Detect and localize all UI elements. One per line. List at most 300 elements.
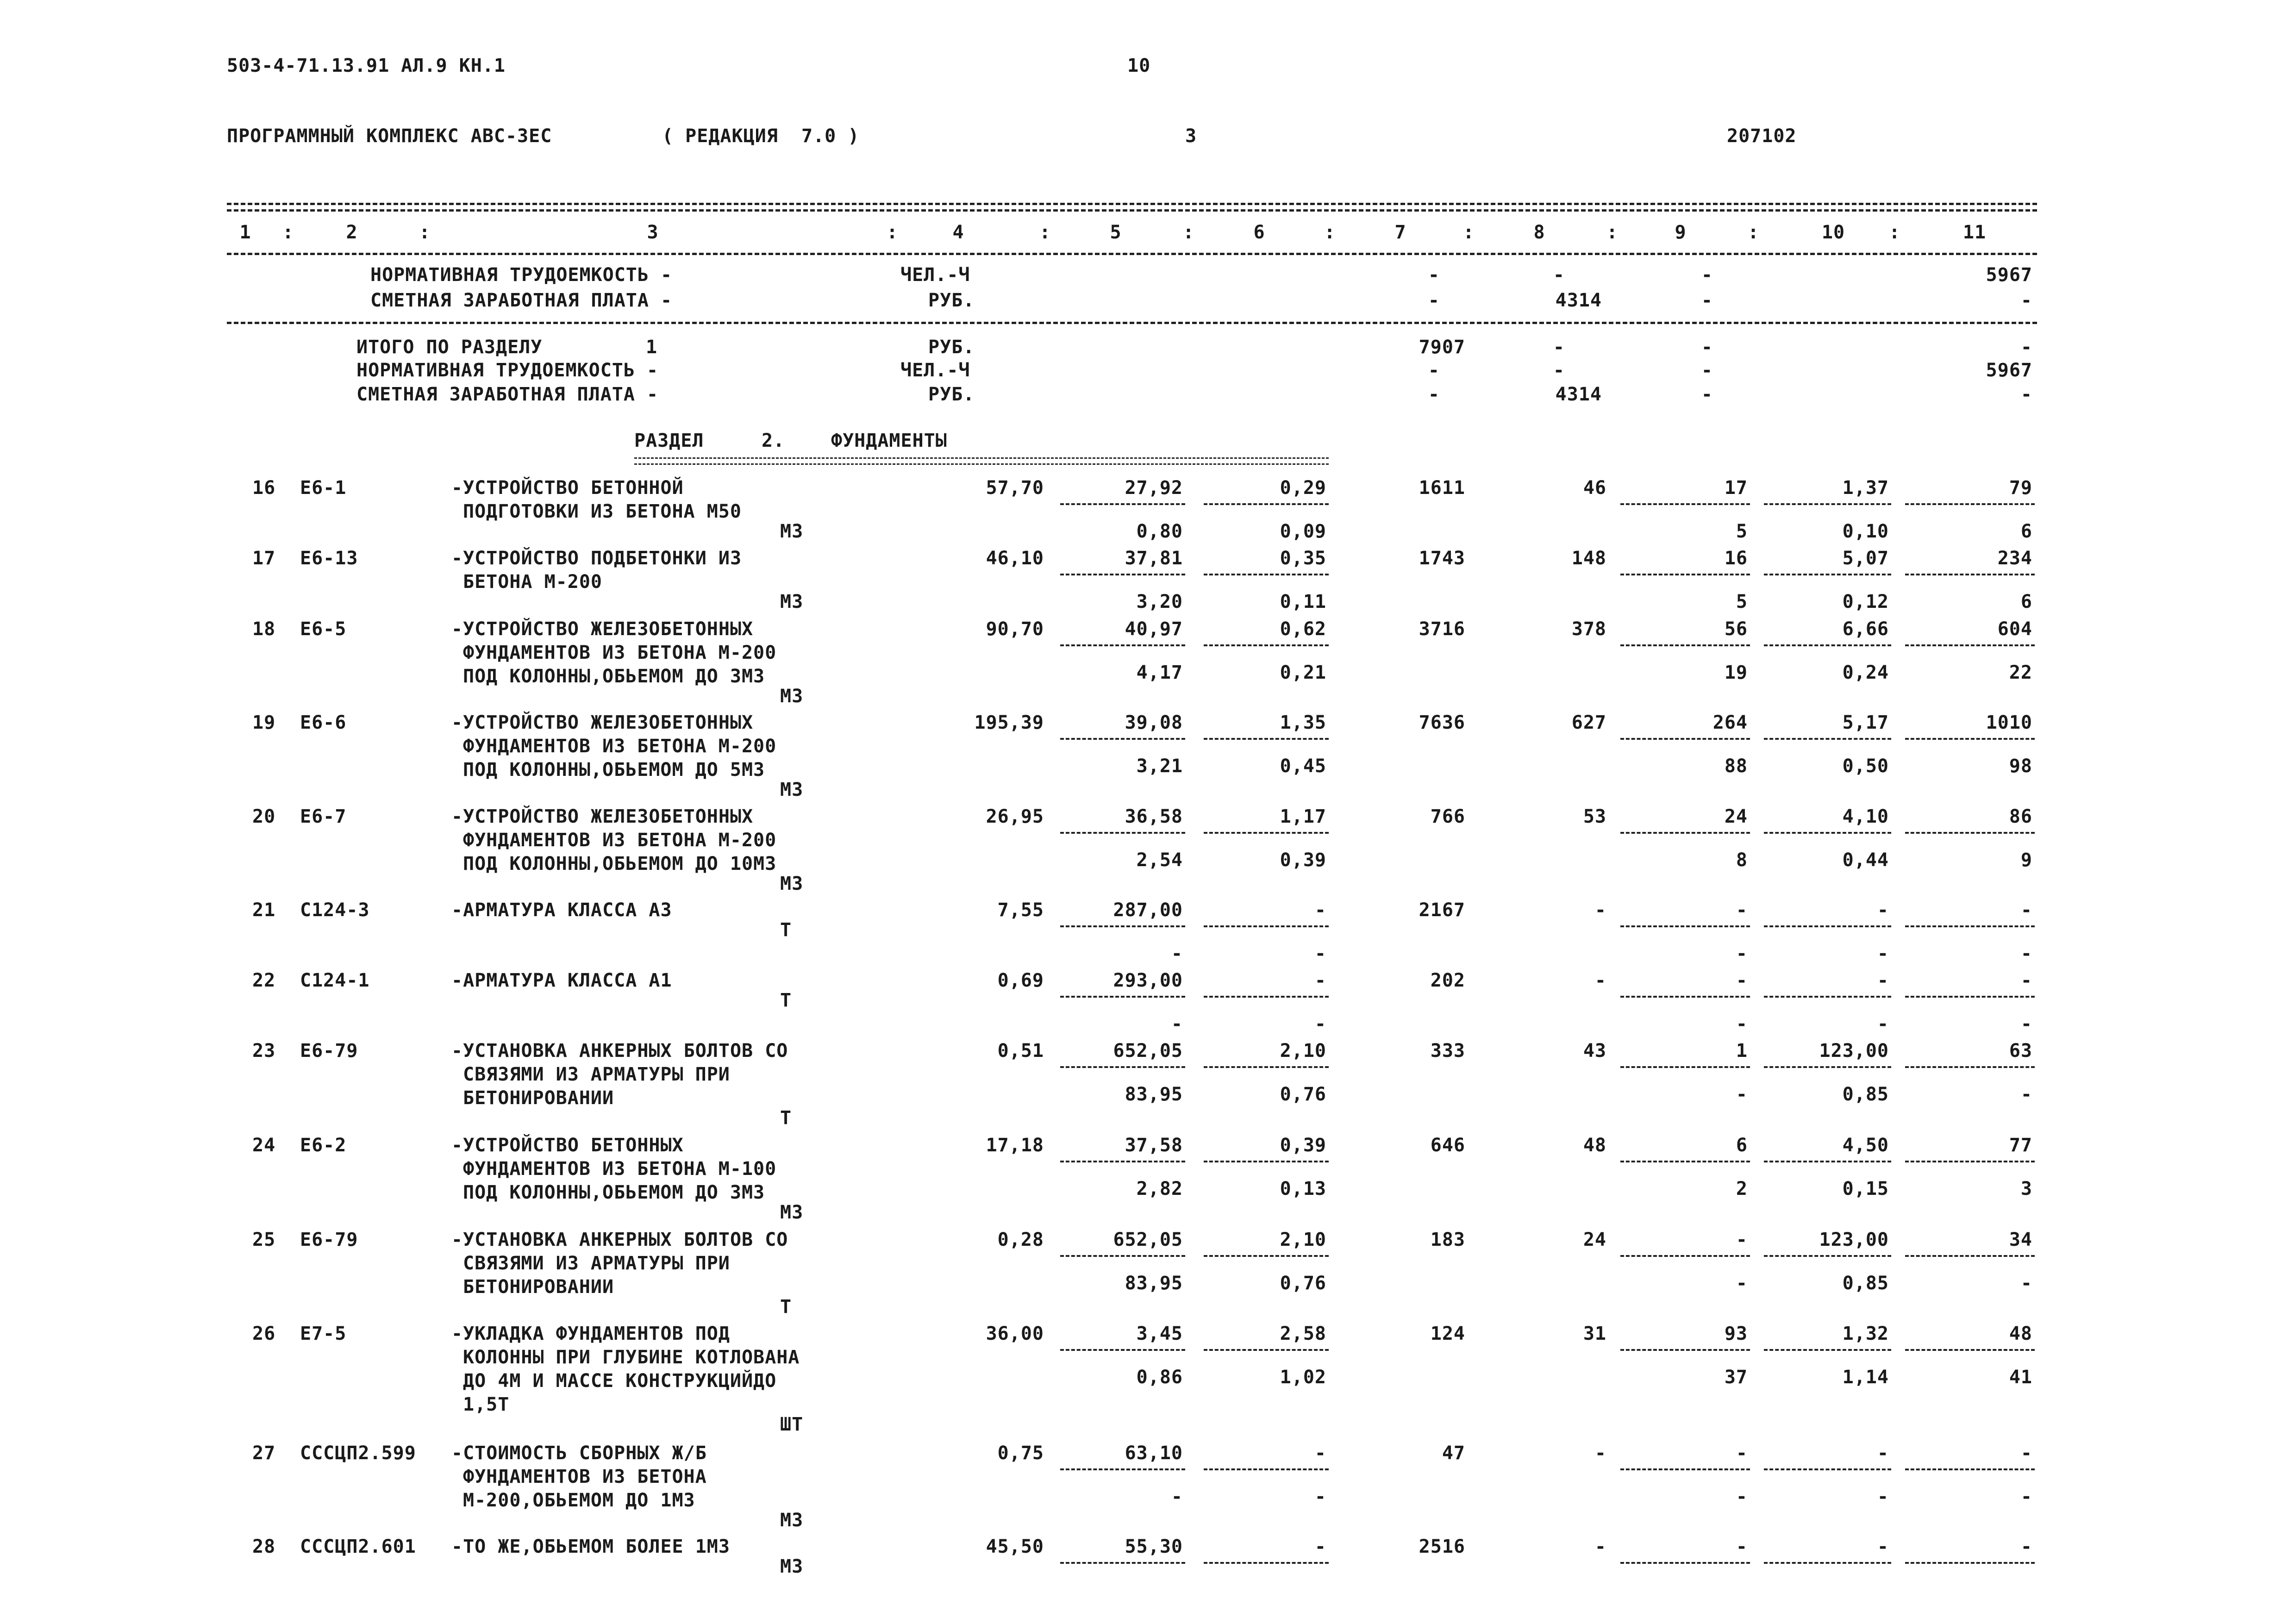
row-cell-c11: - bbox=[2020, 970, 2032, 991]
row-cell-c8: 53 bbox=[1583, 806, 1606, 827]
row-cell-c4: 0,51 bbox=[997, 1040, 1044, 1062]
row-description: ПОД КОЛОННЫ,ОБЬЕМОМ ДО 3М3 bbox=[463, 666, 765, 687]
row-cell-c7: 2167 bbox=[1419, 899, 1465, 921]
row-cell-c11: 34 bbox=[2009, 1229, 2032, 1250]
cell-divider bbox=[1764, 1255, 1891, 1257]
row-cell-c6: - bbox=[1314, 899, 1326, 921]
row-description: ДО 4М И МАССЕ КОНСТРУКЦИЙДО bbox=[463, 1370, 777, 1392]
page-number: 10 bbox=[1127, 55, 1151, 76]
cell-divider bbox=[1204, 503, 1329, 505]
row-cell-c9b: 8 bbox=[1736, 849, 1748, 871]
row-code: Е6-2 bbox=[300, 1135, 347, 1156]
row-cell-c6: 0,62 bbox=[1280, 618, 1326, 640]
row-cell-c9: 1 bbox=[1736, 1040, 1748, 1062]
row-code: Е6-5 bbox=[300, 618, 347, 640]
cell-divider bbox=[1060, 1066, 1185, 1068]
row-cell-c8: 378 bbox=[1571, 618, 1606, 640]
row-cell-c6: 0,39 bbox=[1280, 1135, 1326, 1156]
row-cell-c11b: 41 bbox=[2009, 1367, 2032, 1388]
row-cell-c9: 264 bbox=[1712, 712, 1748, 733]
row-description: БЕТОНА М-200 bbox=[463, 571, 602, 593]
row-description: -УСТРОЙСТВО ЖЕЛЕЗОБЕТОННЫХ bbox=[451, 618, 754, 640]
cell-divider bbox=[1764, 1562, 1891, 1564]
row-cell-c6b: 0,11 bbox=[1280, 591, 1326, 612]
cell-divider bbox=[1620, 996, 1750, 998]
row-cell-c10: 4,10 bbox=[1842, 806, 1889, 827]
row-cell-c5: 37,58 bbox=[1125, 1135, 1183, 1156]
row-cell-c4: 57,70 bbox=[986, 477, 1044, 499]
row-cell-c11: - bbox=[2020, 1536, 2032, 1557]
row-cell-c7: 7636 bbox=[1419, 712, 1465, 733]
row-description: ПОД КОЛОННЫ,ОБЬЕМОМ ДО 5М3 bbox=[463, 759, 765, 781]
row-cell-c5b: - bbox=[1171, 943, 1183, 964]
row-cell-c9: 24 bbox=[1724, 806, 1748, 827]
doc-code: 503-4-71.13.91 АЛ.9 КН.1 bbox=[227, 55, 506, 76]
row-cell-c5b: - bbox=[1171, 1486, 1183, 1507]
row-unit: М3 bbox=[780, 591, 804, 612]
cell-divider bbox=[1905, 1468, 2035, 1470]
col-header: 1 bbox=[239, 222, 251, 243]
cell-divider bbox=[1060, 574, 1185, 575]
cell-divider bbox=[1764, 644, 1891, 646]
row-cell-c6: 0,35 bbox=[1280, 548, 1326, 569]
cell-divider bbox=[1060, 738, 1185, 740]
row-cell-c7: 2516 bbox=[1419, 1536, 1465, 1557]
row-cell-c10: 1,37 bbox=[1842, 477, 1889, 499]
cell-divider bbox=[1060, 832, 1185, 834]
row-cell-c10: 123,00 bbox=[1819, 1040, 1889, 1062]
section-total-label: ИТОГО ПО РАЗДЕЛУ bbox=[356, 337, 543, 358]
row-cell-c8: 46 bbox=[1583, 477, 1606, 499]
cell-divider bbox=[1764, 996, 1891, 998]
row-cell-c4: 0,69 bbox=[997, 970, 1044, 991]
row-cell-c5b: 3,21 bbox=[1136, 756, 1183, 777]
row-code: Е6-79 bbox=[300, 1229, 358, 1250]
row-cell-c6: - bbox=[1314, 1443, 1326, 1464]
cell-divider bbox=[1204, 1066, 1329, 1068]
row-description: -УСТРОЙСТВО ЖЕЛЕЗОБЕТОННЫХ bbox=[451, 806, 754, 827]
row-cell-c4: 26,95 bbox=[986, 806, 1044, 827]
row-code: Е6-6 bbox=[300, 712, 347, 733]
cell-divider bbox=[1905, 925, 2035, 927]
row-cell-c11: - bbox=[2020, 899, 2032, 921]
table-top-rule-2 bbox=[227, 209, 2037, 212]
row-number: 23 bbox=[252, 1040, 276, 1062]
row-cell-c11: 63 bbox=[2009, 1040, 2032, 1062]
row-cell-c10: 5,07 bbox=[1842, 548, 1889, 569]
row-cell-c7: 766 bbox=[1430, 806, 1465, 827]
row-cell-c10b: 1,14 bbox=[1842, 1367, 1889, 1388]
row-cell-c6b: 0,13 bbox=[1280, 1178, 1326, 1199]
row-description: БЕТОНИРОВАНИИ bbox=[463, 1087, 614, 1109]
row-cell-c10b: 0,24 bbox=[1842, 662, 1889, 683]
row-cell-c5: 55,30 bbox=[1125, 1536, 1183, 1557]
row-cell-c7: 3716 bbox=[1419, 618, 1465, 640]
row-cell-c8: 24 bbox=[1583, 1229, 1606, 1250]
row-cell-c10: 1,32 bbox=[1842, 1323, 1889, 1344]
cell-divider bbox=[1204, 1349, 1329, 1351]
row-cell-c5: 3,45 bbox=[1136, 1323, 1183, 1344]
row-cell-c11: 77 bbox=[2009, 1135, 2032, 1156]
cell-divider bbox=[1620, 1468, 1750, 1470]
row-number: 25 bbox=[252, 1229, 276, 1250]
row-cell-c10b: 0,85 bbox=[1842, 1084, 1889, 1105]
row-description: -СТОИМОСТЬ СБОРНЫХ Ж/Б bbox=[451, 1443, 707, 1464]
row-cell-c11: 86 bbox=[2009, 806, 2032, 827]
row-cell-c9: 17 bbox=[1724, 477, 1748, 499]
row-cell-c4: 46,10 bbox=[986, 548, 1044, 569]
row-description: КОЛОННЫ ПРИ ГЛУБИНЕ КОТЛОВАНА bbox=[463, 1347, 800, 1368]
row-cell-c9b: - bbox=[1736, 1013, 1748, 1035]
cell-divider bbox=[1204, 574, 1329, 575]
row-unit: Т bbox=[780, 1107, 792, 1129]
col-header: 9 bbox=[1675, 222, 1687, 243]
row-cell-c6: 2,10 bbox=[1280, 1229, 1326, 1250]
row-cell-c11: 48 bbox=[2009, 1323, 2032, 1344]
row-cell-c9: - bbox=[1736, 970, 1748, 991]
cell-divider bbox=[1905, 574, 2035, 575]
summary-unit: РУБ. bbox=[928, 290, 975, 311]
row-cell-c6: - bbox=[1314, 1536, 1326, 1557]
row-cell-c5b: 83,95 bbox=[1125, 1084, 1183, 1105]
row-cell-c9: - bbox=[1736, 899, 1748, 921]
cell-divider bbox=[1905, 1349, 2035, 1351]
row-cell-c5b: 3,20 bbox=[1136, 591, 1183, 612]
cell-divider bbox=[1764, 738, 1891, 740]
doc-number: 207102 bbox=[1727, 125, 1797, 147]
cell-divider bbox=[1060, 996, 1185, 998]
row-cell-c8: - bbox=[1594, 1443, 1606, 1464]
row-description: М-200,ОБЬЕМОМ ДО 1М3 bbox=[463, 1490, 695, 1511]
row-code: Е6-1 bbox=[300, 477, 347, 499]
cell-divider bbox=[1764, 1161, 1891, 1162]
row-cell-c11b: 3 bbox=[2020, 1178, 2032, 1199]
row-code: С124-1 bbox=[300, 970, 370, 991]
row-code: Е6-79 bbox=[300, 1040, 358, 1062]
row-cell-c6b: - bbox=[1314, 1486, 1326, 1507]
row-cell-c7: 124 bbox=[1430, 1323, 1465, 1344]
row-cell-c8: - bbox=[1594, 1536, 1606, 1557]
row-cell-c10b: - bbox=[1877, 1013, 1889, 1035]
row-cell-c9: 6 bbox=[1736, 1135, 1748, 1156]
document-page: 503-4-71.13.91 АЛ.9 КН.1 10 ПРОГРАММНЫЙ КОМПЛЕКС АВС-3ЕС ( РЕДАКЦИЯ 7.0 ) 3 207102 1 : 2 : 3 : 4 : 5 : 6 : 7 : 8 : 9 : 10 : 11 НОРМАТИВНАЯ ТРУДОЕМКОСТЬ - ЧЕЛ.-Ч - - - 5967 СМЕТНАЯ ЗАРАБОТНАЯ ПЛАТА - РУБ. - 4314 - - ИТОГО ПО РАЗДЕЛУ 1 РУБ. 7907 - - - НОРМАТИВНАЯ ТРУДОЕМКОСТЬ - ЧЕЛ.-Ч - - - 5967 СМЕТНАЯ ЗАРАБОТНАЯ ПЛАТА - РУБ. - 4314 - - РАЗДЕЛ 2. ФУНДАМЕНТЫ 16 Е6-1 -УСТРОЙСТВО БЕТОННОЙ ПОДГОТОВКИ ИЗ БЕТОНА М50 М3 57,70 27,92 0,29 1611 46 17 1,37 79 0,80 0,09 5 0,10 6 17 Е6-13 -УСТРОЙСТВО ПОДБЕТОНКИ ИЗ БЕТОНА М-200 М3 46,10 37,81 0,35 1743 148 16 5,07 234 3,20 0,11 5 0,12 6 18 Е6-5 -УСТРОЙСТВО ЖЕЛЕЗОБЕТОННЫХ ФУНДАМЕНТОВ ИЗ БЕТОНА М-200 ПОД КОЛОННЫ,ОБЬЕМОМ ДО 3М3 М3 90,70 40,97 0,62 3716 378 56 6,66 604 4,17 0,21 19 0,24 22 19 Е6-6 -УСТРОЙСТВО ЖЕЛЕЗОБЕТОННЫХ ФУНДАМЕНТОВ ИЗ БЕТОНА М-200 ПОД КОЛОННЫ,ОБЬЕМОМ ДО 5М3 М3 195,39 39,08 1,35 7636 627 264 5,17 1010 3,21 0,45 88 0,50 98 20 Е6-7 -УСТРОЙСТВО ЖЕЛЕЗОБЕТОННЫХ ФУНДАМЕНТОВ ИЗ БЕТОНА М-200 ПОД КОЛОННЫ,ОБЬЕМОМ ДО 10М3 М3 26,95 36,58 1,17 766 53 24 4,10 86 2,54 0,39 8 0,44 9 21 С124-3 -АРМАТУРА КЛАССА А3 Т 7,55 287,00 - 2167 - - - - - - - - - 22 С124-1 -АРМАТУРА КЛАССА А1 Т 0,69 293,00 - 202 - - - - - - - - - 23 Е6-79 -УСТАНОВКА АНКЕРНЫХ БОЛТОВ СО СВЯЗЯМИ ИЗ АРМАТУРЫ ПРИ БЕТОНИРОВАНИИ Т 0,51 652,05 2,10 333 43 1 123,00 63 83,95 0,76 - 0,85 - 24 Е6-2 -УСТРОЙСТВО БЕТОННЫХ ФУНДАМЕНТОВ ИЗ БЕТОНА М-100 ПОД КОЛОННЫ,ОБЬЕМОМ ДО 3М3 М3 17,18 37,58 0,39 646 48 6 4,50 77 2,82 0,13 2 0,15 3 25 Е6-79 -УСТАНОВКА АНКЕРНЫХ БОЛТОВ СО СВЯЗЯМИ ИЗ АРМАТУРЫ ПРИ БЕТОНИРОВАНИИ Т 0,28 652,05 2,10 183 24 - 123,00 34 83,95 0,76 - 0,85 - 26 Е7-5 -УКЛАДКА ФУНДАМЕНТОВ ПОД КОЛОННЫ ПРИ ГЛУБИНЕ КОТЛОВАНА ДО 4М И МАССЕ КОНСТРУКЦИЙДО 1,5Т ШТ 36,00 3,45 2,58 124 31 93 1,32 48 0,86 1,02 37 1,14 41 27 СССЦП2.599 -СТОИМОСТЬ СБОРНЫХ Ж/Б ФУНДАМЕНТОВ ИЗ БЕТОНА М-200,ОБЬЕМОМ ДО 1М3 М3 0,75 63,10 - 47 - - - - - - - - - 28 СССЦП2.601 -ТО ЖЕ,ОБЬЕМОМ БОЛЕЕ 1М3 М3 45,50 55,30 - 2516 - - - - bbox=[0, 0, 2275, 1624]
summary-unit: ЧЕЛ.-Ч bbox=[900, 264, 970, 286]
row-cell-c8: 148 bbox=[1571, 548, 1606, 569]
summary-label: СМЕТНАЯ ЗАРАБОТНАЯ ПЛАТА - bbox=[356, 384, 659, 405]
row-description: ФУНДАМЕНТОВ ИЗ БЕТОНА М-200 bbox=[463, 642, 777, 663]
row-cell-c10b: 0,44 bbox=[1842, 849, 1889, 871]
cell-divider bbox=[1060, 1468, 1185, 1470]
row-code: СССЦП2.601 bbox=[300, 1536, 416, 1557]
cell-divider bbox=[1060, 644, 1185, 646]
row-cell-c4: 195,39 bbox=[974, 712, 1044, 733]
row-cell-c11: 234 bbox=[1997, 548, 2032, 569]
row-cell-c6b: 0,76 bbox=[1280, 1273, 1326, 1294]
row-description: -УКЛАДКА ФУНДАМЕНТОВ ПОД bbox=[451, 1323, 730, 1344]
row-cell-c6: 2,10 bbox=[1280, 1040, 1326, 1062]
cell-divider bbox=[1905, 832, 2035, 834]
row-unit: Т bbox=[780, 990, 792, 1011]
row-cell-c6b: 0,09 bbox=[1280, 521, 1326, 542]
row-description: ПОДГОТОВКИ ИЗ БЕТОНА М50 bbox=[463, 501, 742, 522]
row-cell-c8: 43 bbox=[1583, 1040, 1606, 1062]
cell-divider bbox=[1204, 832, 1329, 834]
row-cell-c7: 47 bbox=[1442, 1443, 1465, 1464]
cell-divider bbox=[1905, 1562, 2035, 1564]
row-cell-c11b: - bbox=[2020, 1084, 2032, 1105]
row-code: Е6-13 bbox=[300, 548, 358, 569]
row-cell-c5b: 2,54 bbox=[1136, 849, 1183, 871]
row-cell-c10b: 0,50 bbox=[1842, 756, 1889, 777]
row-description: -УСТРОЙСТВО БЕТОННОЙ bbox=[451, 477, 684, 499]
cell-divider bbox=[1204, 738, 1329, 740]
col-header: 2 bbox=[346, 222, 358, 243]
row-cell-c9: 16 bbox=[1724, 548, 1748, 569]
row-unit: М3 bbox=[780, 779, 804, 800]
row-cell-c5: 652,05 bbox=[1113, 1229, 1183, 1250]
program-edition: ( РЕДАКЦИЯ 7.0 ) bbox=[662, 125, 860, 147]
row-cell-c5: 293,00 bbox=[1113, 970, 1183, 991]
cell-divider bbox=[1764, 832, 1891, 834]
row-cell-c6: - bbox=[1314, 970, 1326, 991]
cell-divider bbox=[1620, 1562, 1750, 1564]
col-header: 3 bbox=[647, 222, 659, 243]
row-cell-c9b: - bbox=[1736, 1084, 1748, 1105]
row-cell-c6: 1,17 bbox=[1280, 806, 1326, 827]
row-cell-c4: 7,55 bbox=[997, 899, 1044, 921]
row-number: 24 bbox=[252, 1135, 276, 1156]
row-code: Е6-7 bbox=[300, 806, 347, 827]
row-cell-c6b: 0,39 bbox=[1280, 849, 1326, 871]
row-cell-c11: 604 bbox=[1997, 618, 2032, 640]
row-cell-c10: 5,17 bbox=[1842, 712, 1889, 733]
row-cell-c11b: 6 bbox=[2020, 591, 2032, 612]
row-description: -УСТРОЙСТВО ПОДБЕТОНКИ ИЗ bbox=[451, 548, 742, 569]
summary-label: НОРМАТИВНАЯ ТРУДОЕМКОСТЬ - bbox=[370, 264, 673, 286]
row-cell-c9: 56 bbox=[1724, 618, 1748, 640]
row-cell-c9b: 19 bbox=[1724, 662, 1748, 683]
row-number: 17 bbox=[252, 548, 276, 569]
cell-divider bbox=[1204, 1255, 1329, 1257]
row-description: -ТО ЖЕ,ОБЬЕМОМ БОЛЕЕ 1М3 bbox=[451, 1536, 730, 1557]
col-header: 10 bbox=[1821, 222, 1845, 243]
row-cell-c7: 183 bbox=[1430, 1229, 1465, 1250]
row-cell-c5: 37,81 bbox=[1125, 548, 1183, 569]
row-description: -УСТРОЙСТВО БЕТОННЫХ bbox=[451, 1135, 684, 1156]
row-cell-c9: - bbox=[1736, 1229, 1748, 1250]
row-cell-c6b: 0,45 bbox=[1280, 756, 1326, 777]
row-code: С124-3 bbox=[300, 899, 370, 921]
row-cell-c10: - bbox=[1877, 970, 1889, 991]
row-cell-c4: 45,50 bbox=[986, 1536, 1044, 1557]
row-cell-c11b: - bbox=[2020, 1013, 2032, 1035]
row-cell-c8: 31 bbox=[1583, 1323, 1606, 1344]
cell-divider bbox=[1764, 925, 1891, 927]
cell-divider bbox=[1060, 925, 1185, 927]
row-code: СССЦП2.599 bbox=[300, 1443, 416, 1464]
cell-divider bbox=[1905, 644, 2035, 646]
cell-divider bbox=[1905, 1255, 2035, 1257]
row-unit: М3 bbox=[780, 1202, 804, 1223]
row-cell-c9b: 2 bbox=[1736, 1178, 1748, 1199]
cell-divider bbox=[1620, 1349, 1750, 1351]
sheet-number: 3 bbox=[1185, 125, 1197, 147]
cell-divider bbox=[1204, 1562, 1329, 1564]
row-cell-c8: - bbox=[1594, 899, 1606, 921]
cell-divider bbox=[1060, 1349, 1185, 1351]
row-cell-c9b: - bbox=[1736, 943, 1748, 964]
row-cell-c9b: 88 bbox=[1724, 756, 1748, 777]
table-top-rule bbox=[227, 203, 2037, 205]
cell-divider bbox=[1204, 1161, 1329, 1162]
row-cell-c11b: - bbox=[2020, 943, 2032, 964]
row-cell-c5: 39,08 bbox=[1125, 712, 1183, 733]
cell-divider bbox=[1060, 1255, 1185, 1257]
row-code: Е7-5 bbox=[300, 1323, 347, 1344]
row-cell-c10b: 0,10 bbox=[1842, 521, 1889, 542]
summary-label: СМЕТНАЯ ЗАРАБОТНАЯ ПЛАТА - bbox=[370, 290, 673, 311]
row-number: 18 bbox=[252, 618, 276, 640]
row-cell-c6b: 0,76 bbox=[1280, 1084, 1326, 1105]
row-cell-c10: 6,66 bbox=[1842, 618, 1889, 640]
row-cell-c7: 202 bbox=[1430, 970, 1465, 991]
row-cell-c11b: 22 bbox=[2009, 662, 2032, 683]
row-description: БЕТОНИРОВАНИИ bbox=[463, 1276, 614, 1298]
cell-divider bbox=[1620, 925, 1750, 927]
row-description: 1,5Т bbox=[463, 1394, 510, 1415]
row-cell-c5b: 4,17 bbox=[1136, 662, 1183, 683]
row-cell-c11: 1010 bbox=[1986, 712, 2032, 733]
row-number: 19 bbox=[252, 712, 276, 733]
cell-divider bbox=[1620, 503, 1750, 505]
row-unit: М3 bbox=[780, 873, 804, 894]
row-description: ФУНДАМЕНТОВ ИЗ БЕТОНА М-200 bbox=[463, 830, 777, 851]
row-cell-c10b: 0,15 bbox=[1842, 1178, 1889, 1199]
cell-divider bbox=[1764, 1349, 1891, 1351]
cell-divider bbox=[1620, 644, 1750, 646]
row-cell-c9b: - bbox=[1736, 1486, 1748, 1507]
cell-divider bbox=[1905, 503, 2035, 505]
row-cell-c9b: 37 bbox=[1724, 1367, 1748, 1388]
row-cell-c10: - bbox=[1877, 1443, 1889, 1464]
col-header: 4 bbox=[952, 222, 964, 243]
row-cell-c11: 79 bbox=[2009, 477, 2032, 499]
cell-divider bbox=[1905, 1161, 2035, 1162]
row-cell-c11b: - bbox=[2020, 1486, 2032, 1507]
row-cell-c10b: - bbox=[1877, 943, 1889, 964]
cell-divider bbox=[1905, 1066, 2035, 1068]
row-number: 20 bbox=[252, 806, 276, 827]
row-cell-c6b: - bbox=[1314, 1013, 1326, 1035]
row-cell-c5b: 2,82 bbox=[1136, 1178, 1183, 1199]
cell-divider bbox=[1060, 1161, 1185, 1162]
row-cell-c5b: - bbox=[1171, 1013, 1183, 1035]
row-cell-c9b: - bbox=[1736, 1273, 1748, 1294]
cell-divider bbox=[1905, 996, 2035, 998]
row-cell-c4: 17,18 bbox=[986, 1135, 1044, 1156]
row-unit: Т bbox=[780, 919, 792, 941]
summary-label: НОРМАТИВНАЯ ТРУДОЕМКОСТЬ - bbox=[356, 360, 659, 381]
row-cell-c10: 4,50 bbox=[1842, 1135, 1889, 1156]
row-cell-c5: 63,10 bbox=[1125, 1443, 1183, 1464]
row-description: ФУНДАМЕНТОВ ИЗ БЕТОНА bbox=[463, 1466, 707, 1487]
cell-divider bbox=[1060, 1562, 1185, 1564]
row-cell-c6: 0,29 bbox=[1280, 477, 1326, 499]
row-cell-c8: 627 bbox=[1571, 712, 1606, 733]
row-unit: ШТ bbox=[780, 1414, 804, 1435]
row-description: -УСТРОЙСТВО ЖЕЛЕЗОБЕТОННЫХ bbox=[451, 712, 754, 733]
row-unit: М3 bbox=[780, 1556, 804, 1577]
row-number: 26 bbox=[252, 1323, 276, 1344]
row-cell-c8: - bbox=[1594, 970, 1606, 991]
row-cell-c9: - bbox=[1736, 1443, 1748, 1464]
row-cell-c11b: 98 bbox=[2009, 756, 2032, 777]
row-cell-c4: 0,75 bbox=[997, 1443, 1044, 1464]
row-cell-c6: 1,35 bbox=[1280, 712, 1326, 733]
row-cell-c5b: 0,80 bbox=[1136, 521, 1183, 542]
section-underline bbox=[634, 457, 1329, 465]
col-header: 7 bbox=[1394, 222, 1406, 243]
cell-divider bbox=[1060, 503, 1185, 505]
row-cell-c4: 0,28 bbox=[997, 1229, 1044, 1250]
row-cell-c10: - bbox=[1877, 1536, 1889, 1557]
row-cell-c10b: - bbox=[1877, 1486, 1889, 1507]
row-unit: М3 bbox=[780, 521, 804, 542]
header-bottom-rule bbox=[227, 253, 2037, 255]
col-header: 8 bbox=[1533, 222, 1545, 243]
row-cell-c5b: 0,86 bbox=[1136, 1367, 1183, 1388]
row-number: 28 bbox=[252, 1536, 276, 1557]
row-cell-c9b: 5 bbox=[1736, 521, 1748, 542]
row-cell-c11: - bbox=[2020, 1443, 2032, 1464]
row-cell-c9: - bbox=[1736, 1536, 1748, 1557]
cell-divider bbox=[1620, 738, 1750, 740]
row-cell-c7: 333 bbox=[1430, 1040, 1465, 1062]
row-cell-c8: 48 bbox=[1583, 1135, 1606, 1156]
cell-divider bbox=[1620, 832, 1750, 834]
cell-divider bbox=[1764, 574, 1891, 575]
row-unit: М3 bbox=[780, 1510, 804, 1531]
cell-divider bbox=[1204, 925, 1329, 927]
row-cell-c11b: 6 bbox=[2020, 521, 2032, 542]
row-cell-c5: 287,00 bbox=[1113, 899, 1183, 921]
cell-divider bbox=[1905, 738, 2035, 740]
row-description: ПОД КОЛОННЫ,ОБЬЕМОМ ДО 3М3 bbox=[463, 1182, 765, 1203]
cell-divider bbox=[1620, 1255, 1750, 1257]
row-cell-c11b: - bbox=[2020, 1273, 2032, 1294]
row-cell-c4: 90,70 bbox=[986, 618, 1044, 640]
cell-divider bbox=[1620, 574, 1750, 575]
row-cell-c7: 646 bbox=[1430, 1135, 1465, 1156]
row-cell-c9: 93 bbox=[1724, 1323, 1748, 1344]
row-cell-c5: 27,92 bbox=[1125, 477, 1183, 499]
row-description: ПОД КОЛОННЫ,ОБЬЕМОМ ДО 10М3 bbox=[463, 853, 777, 874]
col-header: 5 bbox=[1110, 222, 1122, 243]
row-number: 22 bbox=[252, 970, 276, 991]
row-cell-c6b: 1,02 bbox=[1280, 1367, 1326, 1388]
row-description: -АРМАТУРА КЛАССА А3 bbox=[451, 899, 672, 921]
cell-divider bbox=[1620, 1161, 1750, 1162]
cell-divider bbox=[1204, 644, 1329, 646]
row-cell-c10: 123,00 bbox=[1819, 1229, 1889, 1250]
row-description: -УСТАНОВКА АНКЕРНЫХ БОЛТОВ СО bbox=[451, 1040, 788, 1062]
row-cell-c4: 36,00 bbox=[986, 1323, 1044, 1344]
row-cell-c6b: 0,21 bbox=[1280, 662, 1326, 683]
cell-divider bbox=[1204, 996, 1329, 998]
program-name: ПРОГРАММНЫЙ КОМПЛЕКС АВС-3ЕС bbox=[227, 125, 552, 147]
row-description: СВЯЗЯМИ ИЗ АРМАТУРЫ ПРИ bbox=[463, 1064, 730, 1085]
row-cell-c5: 40,97 bbox=[1125, 618, 1183, 640]
